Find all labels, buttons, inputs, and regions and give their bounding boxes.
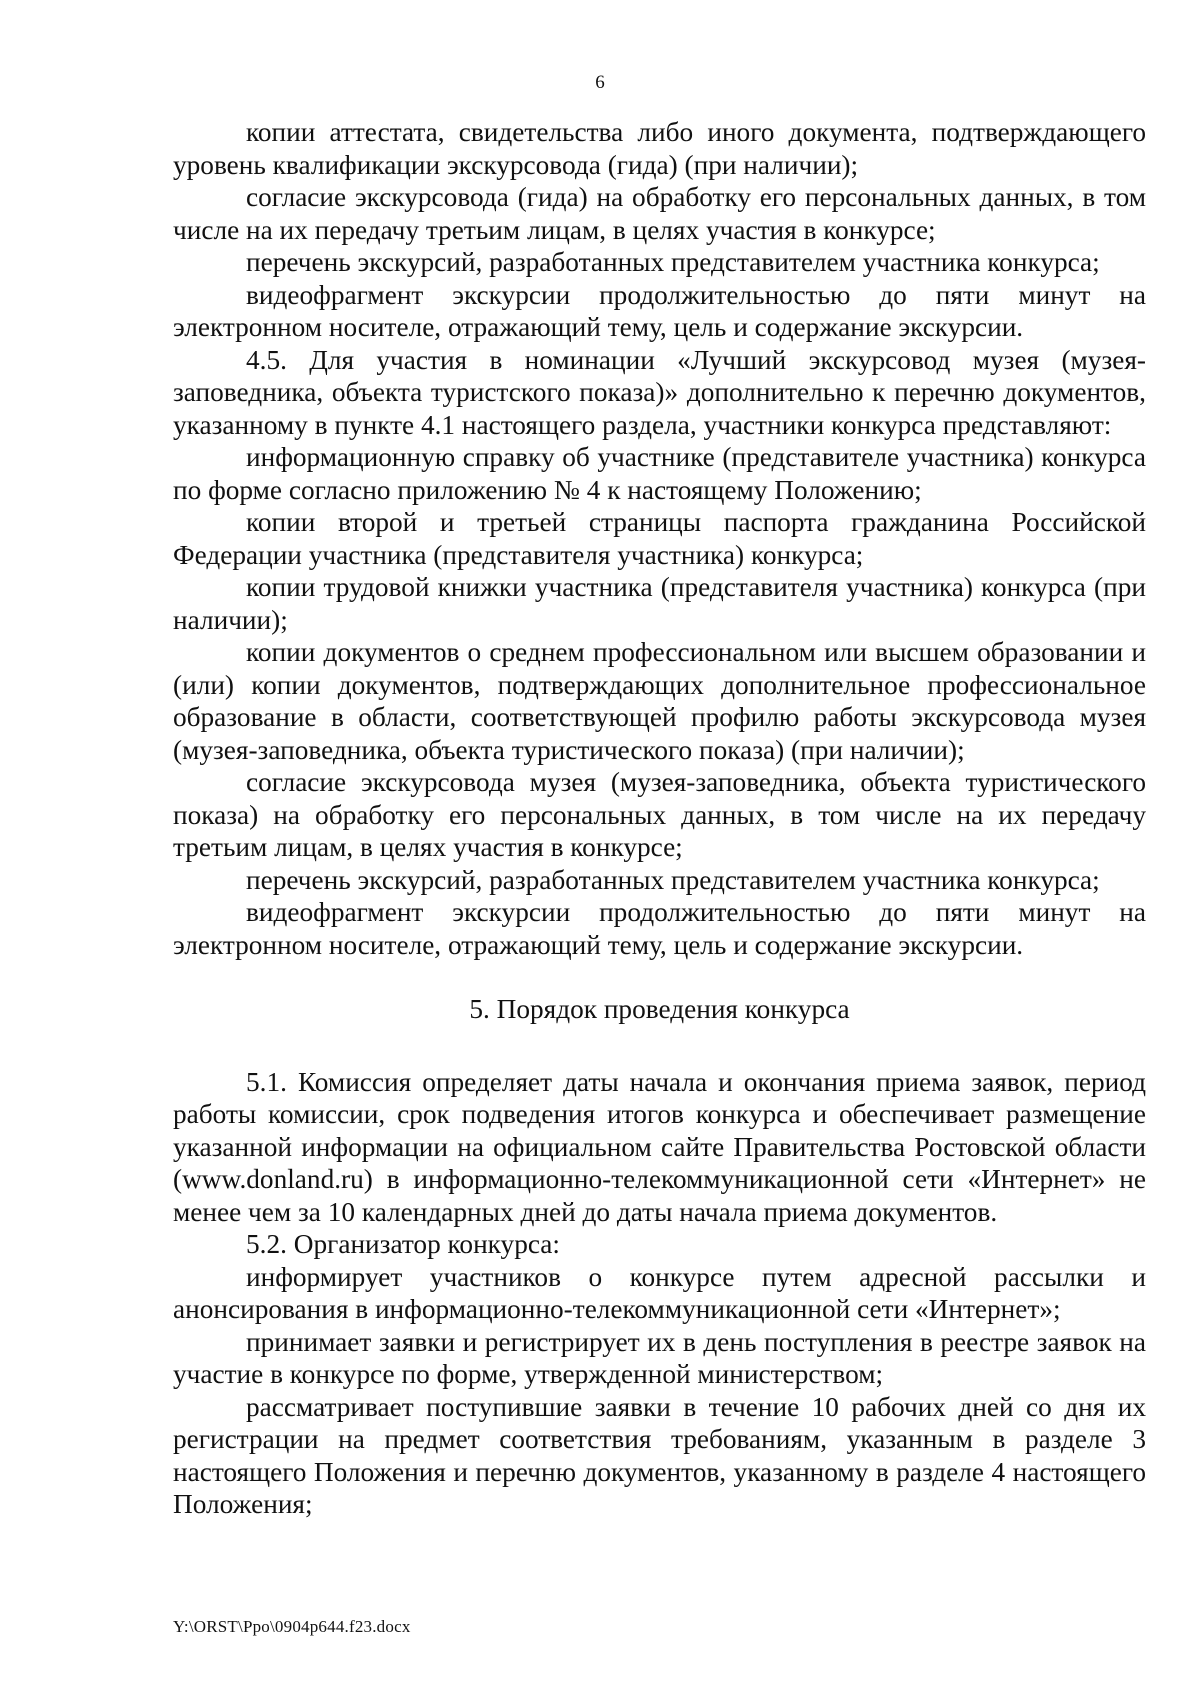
paragraph: 4.5. Для участия в номинации «Лучший экскурсовод музея (музея-заповедника, объекта туристского показа)» дополнительно к перечню документов, указанному в пункте 4.1 настоящего раздела, участники конкурса представляют: xyxy=(173,344,1146,440)
paragraph: информирует участников о конкурсе путем адресной рассылки и анонсирования в информационно-телекоммуникационной сети «Интернет»; xyxy=(173,1261,1146,1324)
page-number: 6 xyxy=(595,72,605,93)
section-heading: 5. Порядок проведения конкурса xyxy=(469,994,850,1024)
paragraph: копии документов о среднем профессиональном или высшем образовании и (или) копии документов, подтверждающих дополнительное профессиональное образование в области, соответствующей профилю работы экскурсовода музея (музея-заповедника, объекта туристического показа) (при наличии); xyxy=(173,637,1146,765)
paragraph: копии трудовой книжки участника (представителя участника) конкурса (при наличии); xyxy=(173,572,1146,635)
document-body xyxy=(173,116,1146,1521)
paragraph: 5.1. Комиссия определяет даты начала и окончания приема заявок, период работы комиссии, срок подведения итогов конкурса и обеспечивает размещение указанной информации на официальном сайте Правительства Ростовской области (www.donland.ru) в информационно-телекоммуникационной сети «Интернет» не менее чем за 10 календарных дней до даты начала приема документов. xyxy=(173,1066,1146,1227)
paragraph: копии аттестата, свидетельства либо иного документа, подтверждающего уровень квалификации экскурсовода (гида) (при наличии); xyxy=(173,117,1146,180)
paragraph: видеофрагмент экскурсии продолжительностью до пяти минут на электронном носителе, отражающий тему, цель и содержание экскурсии. xyxy=(173,279,1146,342)
paragraph: рассматривает поступившие заявки в течение 10 рабочих дней со дня их регистрации на предмет соответствия требованиям, указанным в разделе 3 настоящего Положения и перечню документов, указанному в разделе 4 настоящего Положения; xyxy=(173,1391,1146,1519)
paragraph: копии второй и третьей страницы паспорта гражданина Российской Федерации участника (представителя участника) конкурса; xyxy=(173,507,1146,570)
file-path-footer: Y:\ORST\Ppo\0904p644.f23.docx xyxy=(173,1617,411,1636)
paragraph: согласие экскурсовода (гида) на обработку его персональных данных, в том числе на их передачу третьим лицам, в целях участия в конкурсе; xyxy=(173,182,1146,245)
paragraph: видеофрагмент экскурсии продолжительностью до пяти минут на электронном носителе, отражающий тему, цель и содержание экскурсии. xyxy=(173,897,1146,960)
paragraph: перечень экскурсий, разработанных представителем участника конкурса; xyxy=(246,247,1100,277)
paragraph: перечень экскурсий, разработанных представителем участника конкурса; xyxy=(246,864,1100,895)
paragraph: информационную справку об участнике (представителе участника) конкурса по форме согласно приложению № 4 к настоящему Положению; xyxy=(173,442,1146,505)
paragraph: принимает заявки и регистрирует их в день поступления в реестре заявок на участие в конкурсе по форме, утвержденной министерством; xyxy=(173,1326,1146,1389)
paragraph: согласие экскурсовода музея (музея-заповедника, объекта туристического показа) на обработку его персональных данных, в том числе на их передачу третьим лицам, в целях участия в конкурсе; xyxy=(173,767,1146,862)
paragraph: 5.2. Организатор конкурса: xyxy=(246,1229,560,1259)
